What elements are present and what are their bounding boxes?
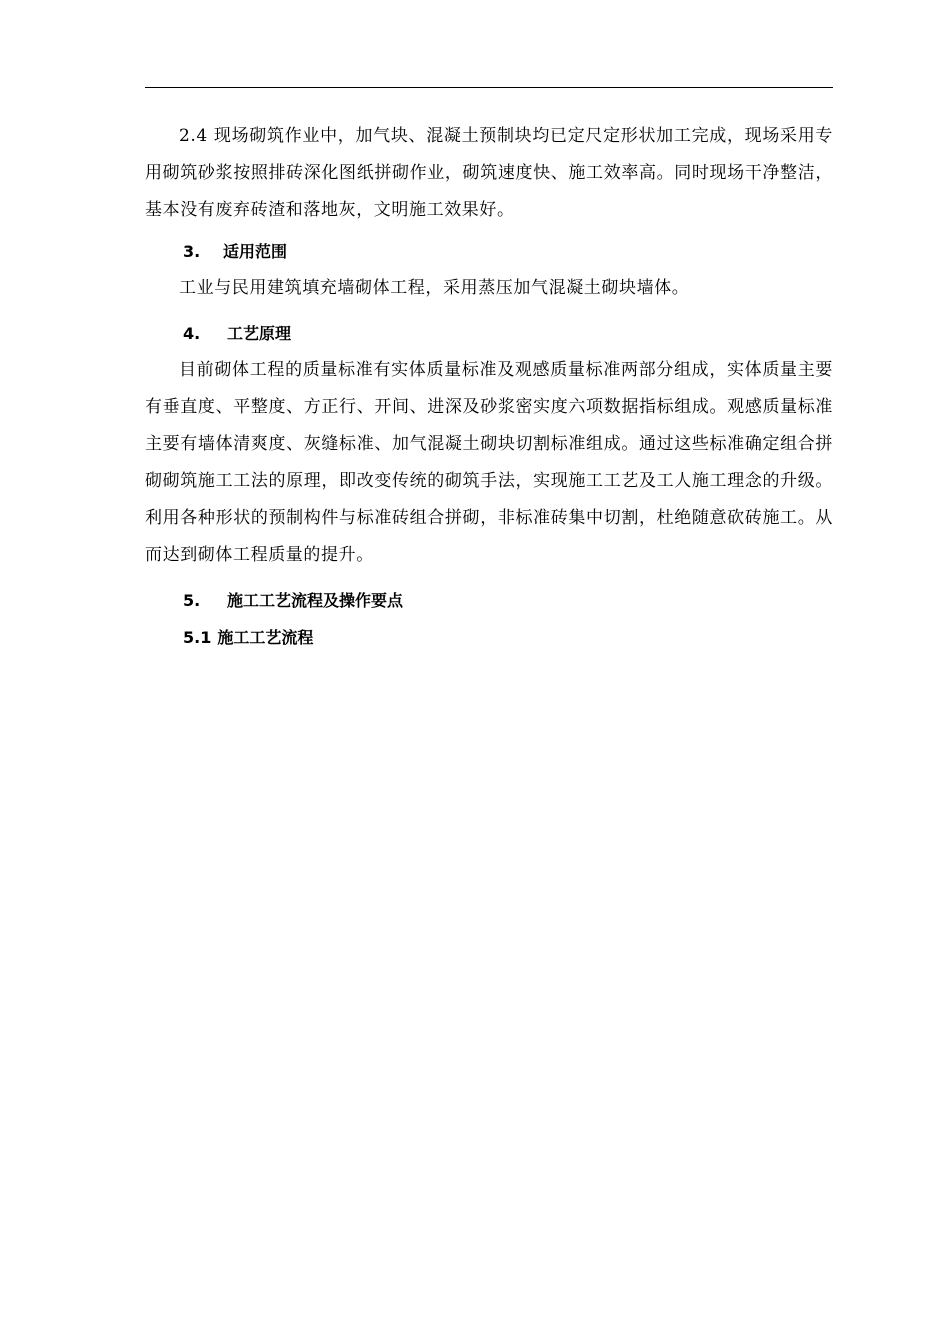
section-5-1-number: 5.1 xyxy=(183,628,212,647)
document-body xyxy=(145,118,833,656)
section-4-heading xyxy=(145,315,833,352)
paragraph-2-4: 2.4 现场砌筑作业中，加气块、混凝土预制块均已定尺定形状加工完成，现场采用专用砌筑砂浆按照排砖深化图纸拼砌作业，砌筑速度快、施工效率高。同时现场干净整洁，基本没有废弃砖渣和落地灰，文明施工效果好。 xyxy=(145,126,833,220)
section-5-number: 5. xyxy=(183,591,201,610)
header-rule xyxy=(145,87,833,88)
section-5-title: 施工工艺流程及操作要点 xyxy=(227,591,404,610)
section-3-heading xyxy=(145,233,833,270)
section-4-title: 工艺原理 xyxy=(227,324,292,343)
paragraph-3: 工业与民用建筑填充墙砌体工程，采用蒸压加气混凝土砌块墙体。 xyxy=(179,278,690,298)
section-5-1-title: 施工工艺流程 xyxy=(217,628,314,647)
section-5-1-heading xyxy=(145,619,833,656)
section-3-title: 适用范围 xyxy=(223,242,288,261)
section-5-heading xyxy=(145,582,833,619)
section-3-number: 3. xyxy=(183,242,201,261)
paragraph-4: 目前砌体工程的质量标准有实体质量标准及观感质量标准两部分组成，实体质量主要有垂直度、平整度、方正行、开间、进深及砂浆密实度六项数据指标组成。观感质量标准主要有墙体清爽度、灰缝标准、加气混凝土砌块切割标准组成。通过这些标准确定组合拼砌砌筑施工工法的原理，即改变传统的砌筑手法，实现施工工艺及工人施工理念的升级。利用各种形状的预制构件与标准砖组合拼砌，非标准砖集中切割，杜绝随意砍砖施工。从而达到砌体工程质量的提升。 xyxy=(145,360,833,565)
section-4-number: 4. xyxy=(183,324,201,343)
